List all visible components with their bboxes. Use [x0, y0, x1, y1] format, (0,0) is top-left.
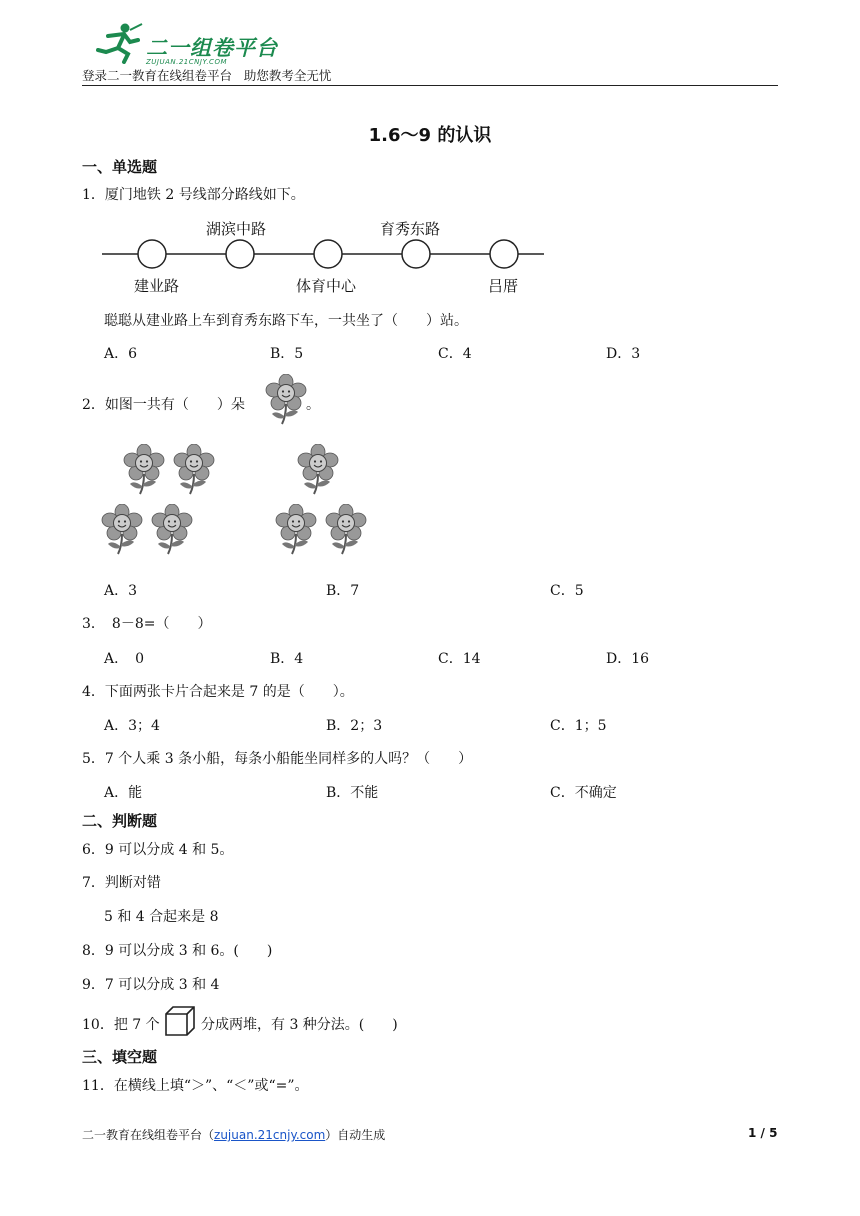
runner-logo-icon: [94, 22, 144, 64]
logo-text: 二一组卷平台: [146, 36, 278, 60]
footer-suffix: ）自动生成: [325, 1128, 386, 1142]
option-a[interactable]: A．3；4: [104, 718, 160, 734]
station-label: 湖滨中路: [206, 220, 267, 238]
option-b[interactable]: B．2；3: [326, 718, 383, 734]
question-10-stem: 10．把 7 个: [82, 1017, 160, 1033]
station-label: 体育中心: [296, 277, 357, 295]
footer-text: [82, 1126, 385, 1143]
flower-icon: [172, 444, 216, 498]
flower-icon: [150, 504, 194, 558]
section-heading-true-false: 二、判断题: [82, 812, 158, 830]
flower-icon: [100, 504, 144, 558]
question-9-stem: 9．7 可以分成 3 和 4: [82, 977, 220, 993]
station-circle: [314, 240, 342, 268]
option-b[interactable]: B．不能: [326, 785, 379, 801]
metro-line-graphic: [100, 236, 546, 272]
section-heading-single-choice: 一、单选题: [82, 158, 158, 176]
station-circle: [138, 240, 166, 268]
footer-link[interactable]: zujuan.21cnjy.com: [214, 1128, 326, 1142]
question-2-stem-end: 。: [306, 397, 320, 413]
question-2-stem: 2．如图一共有（ ）朵: [82, 397, 245, 413]
station-label: 育秀东路: [380, 220, 441, 238]
station-circle: [490, 240, 518, 268]
station-circle: [402, 240, 430, 268]
question-5-stem: 5．7 个人乘 3 条小船，每条小船能坐同样多的人吗？（ ）: [82, 751, 473, 767]
option-a[interactable]: A．能: [104, 785, 143, 801]
section-heading-fill-blank: 三、填空题: [82, 1048, 158, 1066]
page-number: 1 / 5: [748, 1126, 778, 1140]
question-3-stem: 3． 8－8=（ ）: [82, 616, 212, 632]
question-6-stem: 6．9 可以分成 4 和 5。: [82, 842, 234, 858]
option-b[interactable]: B．4: [270, 651, 304, 667]
question-10-stem-end: 分成两堆，有 3 种分法。( ): [201, 1017, 398, 1033]
option-c[interactable]: C．不确定: [550, 785, 617, 801]
option-c[interactable]: C．5: [550, 583, 584, 599]
option-a[interactable]: A． 0: [104, 651, 145, 667]
question-8-stem: 8．9 可以分成 3 和 6。( ): [82, 943, 273, 959]
flower-icon: [274, 504, 318, 558]
option-a[interactable]: A．3: [104, 583, 138, 599]
station-label: 建业路: [134, 277, 180, 295]
header-tagline: 登录二一教育在线组卷平台 助您教考全无忧: [82, 68, 332, 83]
header-divider: [82, 85, 778, 86]
question-1-stem: 1．厦门地铁 2 号线部分路线如下。: [82, 187, 305, 203]
question-7-sub: 5 和 4 合起来是 8: [104, 909, 219, 925]
logo-subtext: ZUJUAN.21CNJY.COM: [146, 58, 227, 66]
footer-prefix: 二一教育在线组卷平台（: [82, 1128, 215, 1142]
option-a[interactable]: A．6: [104, 346, 138, 362]
option-c[interactable]: C．14: [438, 651, 481, 667]
option-b[interactable]: B．5: [270, 346, 304, 362]
option-c[interactable]: C．1；5: [550, 718, 607, 734]
page-title: 1.6～9 的认识: [368, 125, 492, 146]
station-label: 吕厝: [488, 277, 519, 295]
flower-icon: [324, 504, 368, 558]
cube-icon: [164, 1005, 196, 1037]
flower-icon: [264, 374, 308, 428]
option-d[interactable]: D．3: [606, 346, 641, 362]
question-7-stem: 7．判断对错: [82, 875, 161, 891]
question-4-stem: 4．下面两张卡片合起来是 7 的是（ ）。: [82, 684, 354, 700]
question-11-stem: 11．在横线上填“＞”、“＜”或“=”。: [82, 1078, 309, 1094]
station-circle: [226, 240, 254, 268]
question-1-sub: 聪聪从建业路上车到育秀东路下车，一共坐了（ ）站。: [104, 313, 468, 329]
option-c[interactable]: C．4: [438, 346, 472, 362]
flower-icon: [122, 444, 166, 498]
option-d[interactable]: D．16: [606, 651, 650, 667]
flower-icon: [296, 444, 340, 498]
option-b[interactable]: B．7: [326, 583, 360, 599]
